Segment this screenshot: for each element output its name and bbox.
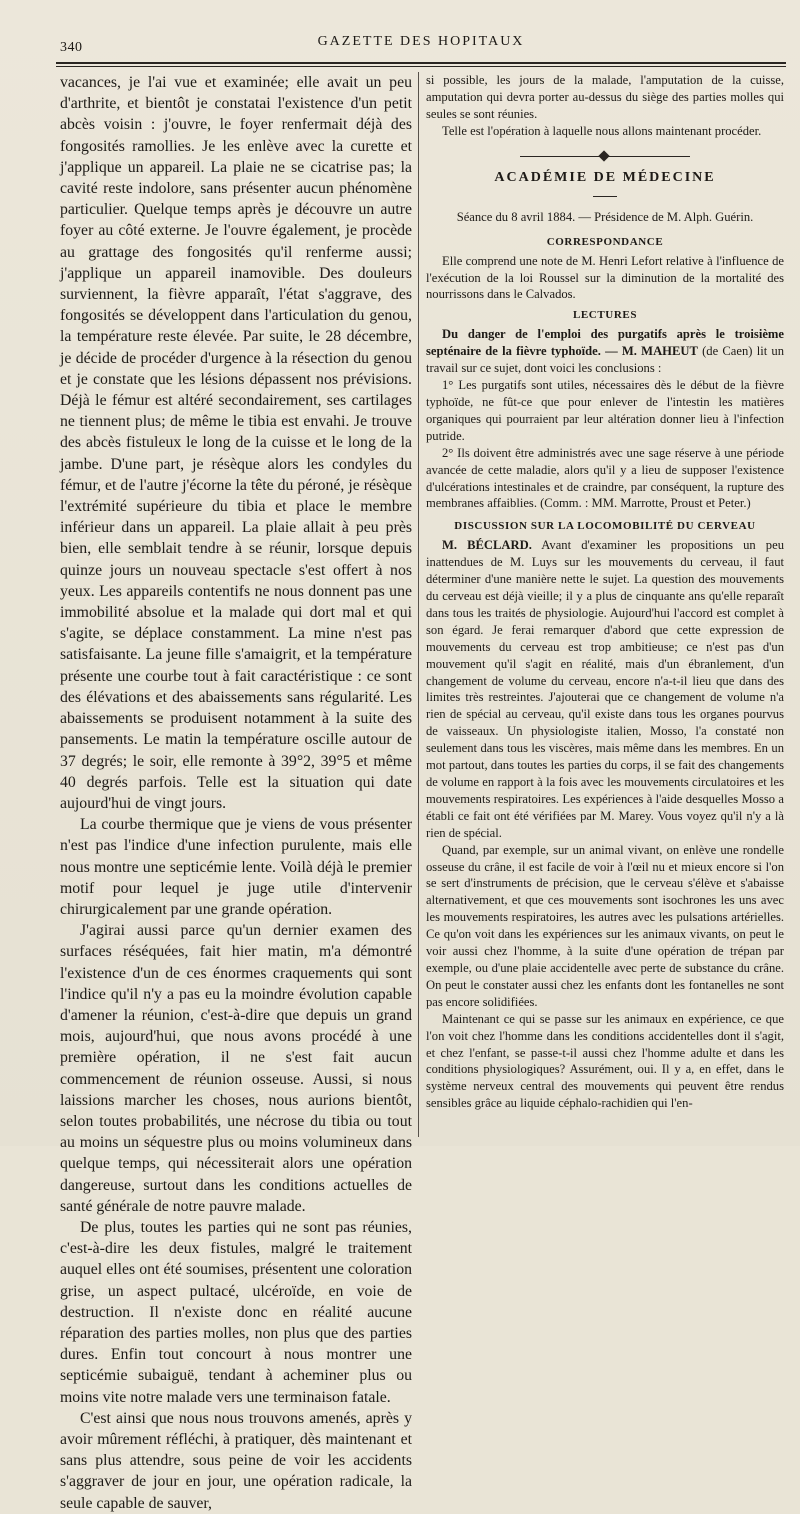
section-title: ACADÉMIE DE MÉDECINE (494, 169, 716, 185)
lecture-intro: (de Caen) lit un travail sur ce sujet, dont voici les conclusions : (426, 344, 785, 376)
discussion-text: Avant d'examiner les propositions un peu inattendues de M. Luys sur les mouvements du cerveau, il faut déterminer d'une manière nette le sujet. La question des mouvements du cerveau est déjà vieille; il y a plus de cinquante ans qu'elle reparaît dans tous les traités de physiologie. Aujourd'hui l'accord est complet à son égard. Je ferai remarquer d'abord que cette expression de mouvements du cerveau est trop ambitieuse; ce n'est pas d'un mouvement qu'il s'agit en réalité, mais d'un ébranlement, d'un changement de volume du cerveau, encore n'a-t-il lieu que dans des limites très restreintes. J'ajouterai que ce changement de volume n'a rien de spécial au cerveau, qu'il existe dans tous les organes pourvus de vaisseaux. Un physiologiste italien, Mosso, l'a constaté non seulement dans tous les viscères, mais même dans les membres. En un mot partout, dans toutes les parties du corps, il se fait des changements de volume en rapport à la fois avec les mouvements circulatoires et les mouvements respiratoires. Les expériences à l'aide desquelles Mosso a établi ce fait ont été vérifiées par M. Marey. Vous voyez qu'il n'y a là rien de spécial. (426, 538, 784, 840)
column-separator (418, 72, 419, 1137)
discussion-paragraph (426, 537, 784, 841)
paragraph: Maintenant ce qui se passe sur les animaux en expérience, ce que l'on voit chez l'homme dans les conditions accidentelles dont il s'agit, et chez l'enfant, se passe-t-il aussi chez l'homme adulte et dans les conditions physiologiques? Assurément, oui. Il y a, en effet, dans le système nerveux central des mouvements qui peuvent être rendus sensibles grâce au liquide céphalo-rachidien qui l'en- (426, 1011, 784, 1111)
right-column (426, 72, 784, 1112)
page-header (56, 34, 786, 60)
lecture-paragraph (426, 326, 784, 377)
paragraph: De plus, toutes les parties qui ne sont pas réunies, c'est-à-dire les deux fistules, malgré le traitement auquel elles ont été soumises, présentent une coloration grise, un aspect pultacé, ulcéroïde, en voie de destruction. Il n'existe donc en réalité aucune réparation des parties molles, non plus que des parties dures. Enfin tout concourt à nous montrer une septicémie subaiguë, tendant à acheminer plus ou moins vite notre malade vers une terminaison fatale. (60, 1218, 412, 1406)
journal-title: GAZETTE DES HOPITAUX (317, 34, 525, 49)
paragraph: J'agirai aussi parce qu'un dernier examen des surfaces réséquées, fait hier matin, m'a démontré l'existence d'un de ces énormes craquements qui sont l'indice qu'il n'y a pas eu la moindre évolution capable d'amener la réunion, c'est-à-dire que depuis un grand mois, aujourd'hui, que nous avons procédé à une première opération, il ne s'est fait aucun commencement de réunion osseuse. Aussi, si nous laissions marcher les choses, nous aurions bientôt, selon toutes probabilités, une nécrose du tibia ou tout au moins un séquestre plus ou moins volumineux dans quelque temps, qui nécessiterait alors une opération dangereuse, surtout dans les conditions actuelles de santé générale de notre pauvre malade. (60, 922, 412, 1215)
paragraph: C'est ainsi que nous nous trouvons amenés, après y avoir mûrement réfléchi, à pratiquer, dès maintenant et sans plus attendre, sous peine de voir les accidents s'aggraver de jour en jour, une opération radicale, la seule capable de sauver, (60, 1409, 412, 1512)
seance-line: Séance du 8 avril 1884. — Présidence de M. Alph. Guérin. (456, 209, 754, 224)
paragraph: Quand, par exemple, sur un animal vivant, on enlève une rondelle osseuse du crâne, il est facile de voir à l'œil nu et mieux encore si l'on se sert d'instruments de précision, que le cerveau s'élève et s'abaisse alternativement, et que ces mouvements sont isochrones les uns avec les mouvements respiratoires, les autres avec les pulsations artérielles. Ce qu'on voit dans les expériences sur les animaux vivants, on peut le voir aussi chez l'homme, à la suite d'une opération de trépan par exemple, ou d'une plaie accidentelle avec perte de substance du crâne. On peut le constater aussi chez les enfants dont les fontanelles ne sont pas encore solidifiées. (426, 842, 784, 1009)
paragraph: Telle est l'opération à laquelle nous allons maintenant procéder. (442, 123, 762, 138)
paragraph: 2° Ils doivent être administrés avec une sage réserve à une période avancée de cette maladie, alors qu'il y a lieu de supposer l'existence d'ulcérations intestinales et de craindre, par conséquent, la rupture des membranes affaiblies. (Comm. : MM. Marrotte, Proust et Peter.) (426, 445, 784, 511)
paragraph: si possible, les jours de la malade, l'amputation de la cuisse, amputation qui devra porter au-dessus du siège des parties molles qui seules se sont réunies. (426, 73, 784, 121)
paragraph: 1° Les purgatifs sont utiles, nécessaires dès le début de la fièvre typhoïde, ne fût-ce que pour enlever de l'intestin les matières organiques qui pourraient par leur altération donner lieu à l'infection putride. (426, 378, 784, 443)
speaker-name: M. BÉCLARD. (442, 538, 532, 553)
subsection-head: LECTURES (572, 309, 638, 322)
paragraph: Elle comprend une note de M. Henri Lefort relative à l'influence de l'exécution de la loi Roussel sur la diminution de la mortalité des nourrissons dans le Calvados. (426, 253, 784, 302)
subsection-head: DISCUSSION SUR LA LOCOMOBILITÉ DU CERVEAU (454, 520, 756, 533)
paragraph: vacances, je l'ai vue et examinée; elle avait un peu d'arthrite, et bientôt je constatai l'existence d'un petit abcès voisin : j'ouvre, le foyer renfermait déjà des fongosités ramollies. Je les enlève avec la curette et j'applique un appareil. La plaie ne se cicatrise pas; la cavité reste indolore, sans présenter aucun phénomène particulier. Quelque temps après je découvre un autre foyer au côté externe. Je l'ouvre également, je procède au grattage des fongosités qu'il renferme aussi; j'applique un appareil inamovible. Des douleurs surviennent, la fièvre apparaît, l'état s'aggrave, des fongosités se développent dans l'articulation du genou, la température reste élevée. Par suite, le 28 décembre, je décide de procéder d'urgence à la résection du genou et je constate que les lésions dépassent nos prévisions. Déjà le fémur est altéré secondairement, ses cartilages ne tiennent plus; de même le tibia est envahi. Je trouve des abcès fistuleux le long de la cuisse et le long de la jambe. D'une part, je résèque alors les condyles du fémur, et de l'autre j'écorne la tête du péroné, je résèque l'extrémité supérieure du tibia et place le membre inférieur dans un appareil. La plaie allait à peu près bien, elle semblait tendre à se réunir, lorsque depuis quinze jours un nouveau spectacle s'est offert à nos yeux. Les appareils contentifs ne nous donnent pas une immobilité absolue et la malade qui dort mal et qui s'agite, se déplace constamment. La mine n'est pas satisfaisante. La jeune fille s'amaigrit, et la température présente une courbe tout à fait caractéristique : ce sont des élévations et des abaissements sans régularité. Les abaissements se produisent notamment à la suite des pansements. Le matin la température oscille autour de 37 degrés; le soir, elle remonte à 39°2, 39°5 et même 40 degrés parfois. Telle est la situation qui date aujourd'hui de vingt jours. (60, 74, 412, 812)
paragraph: La courbe thermique que je viens de vous présenter n'est pas l'indice d'une infection purulente, mais elle nous montre une septicémie lente. Voilà déjà le premier motif pour lequel je juge utile d'intervenir chirurgicalement par une grande opération. (60, 816, 412, 918)
header-rule (56, 62, 786, 64)
lecture-title: Du danger de l'emploi des purgatifs après le troisième septénaire de la fièvre typhoïde. — M. MAHEUT (426, 327, 784, 359)
header-rule-thin (56, 66, 786, 67)
subsection-head: CORRESPONDANCE (546, 235, 664, 248)
left-column (60, 72, 412, 1514)
page-number: 340 (60, 40, 83, 55)
ornament-divider (520, 152, 690, 160)
short-rule (593, 196, 617, 197)
